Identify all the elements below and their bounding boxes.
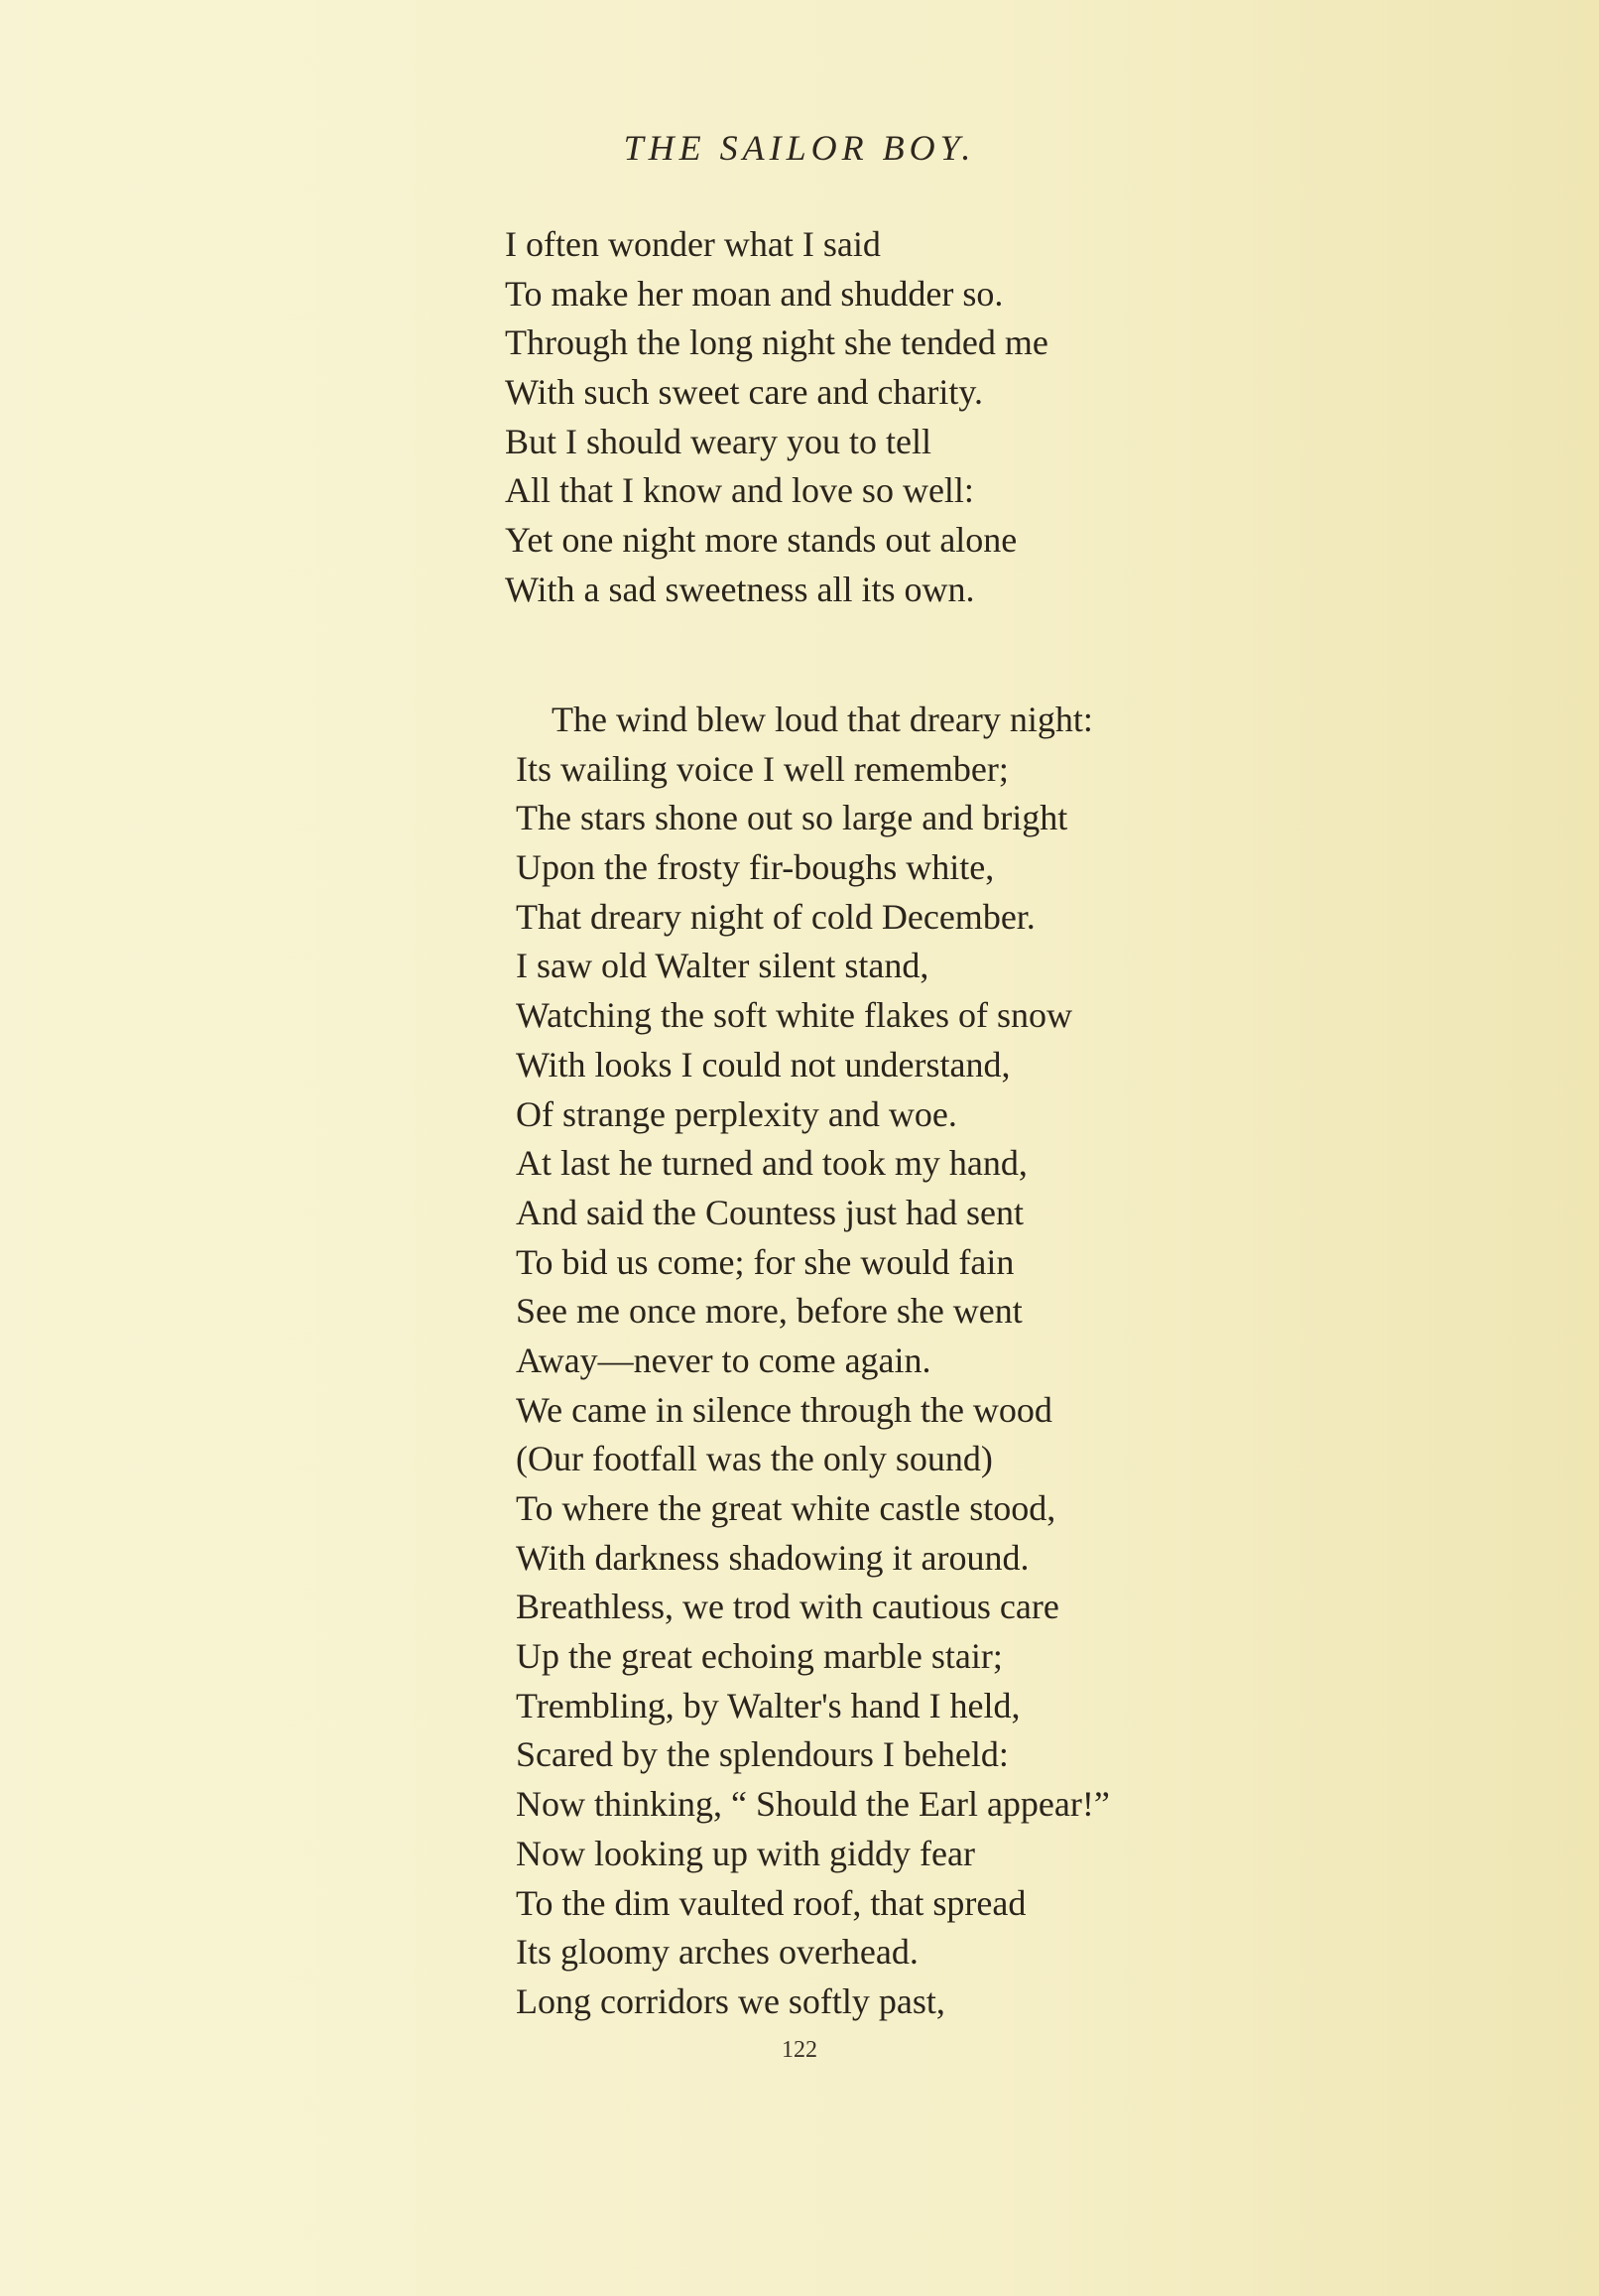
poem-line: Yet one night more stands out alone [505,520,1018,561]
poem-line: I saw old Walter silent stand, [516,946,929,986]
poem-line: I often wonder what I said [505,224,881,264]
poem-line: Its gloomy arches overhead. [516,1932,919,1973]
poem-line: Up the great echoing marble stair; [516,1636,1003,1677]
poem-line: We came in silence through the wood [516,1389,1052,1430]
poem-line: Now thinking, “ Should the Earl appear!” [516,1784,1110,1825]
poem-line: At last he turned and took my hand, [516,1143,1028,1184]
poem-line: To the dim vaulted roof, that spread [516,1882,1027,1923]
poem-line: Away—never to come again. [516,1339,931,1380]
poem-line: And said the Countess just had sent [516,1192,1024,1232]
poem-line: Upon the frosty fir-boughs white, [516,847,995,888]
poem-line: (Our footfall was the only sound) [516,1439,993,1479]
poem-line: Long corridors we softly past, [516,1980,945,2021]
poem-line: But I should weary you to tell [505,421,931,461]
poem-line: See me once more, before she went [516,1291,1023,1332]
running-head: THE SAILOR BOY. [623,128,976,168]
poem-line: Scared by the splendours I beheld: [516,1734,1009,1775]
poem-line: All that I know and love so well: [505,470,974,511]
poem-line: With a sad sweetness all its own. [505,569,975,609]
page-number: 122 [782,2037,817,2063]
poem-line: Its wailing voice I well remember; [516,748,1009,789]
poem-line: Trembling, by Walter's hand I held, [516,1685,1021,1725]
poem-line: With such sweet care and charity. [505,372,984,413]
poem-line: Of strange perplexity and woe. [516,1093,957,1134]
poem-line: The stars shone out so large and bright [516,798,1068,838]
poem-line: To where the great white castle stood, [516,1488,1056,1528]
poem-line: That dreary night of cold December. [516,896,1036,937]
poem-line: With looks I could not understand, [516,1044,1011,1084]
poem-line: To bid us come; for she would fain [516,1241,1015,1282]
poem-line: To make her moan and shudder so. [505,273,1004,314]
poem-line: Now looking up with giddy fear [516,1833,975,1873]
stanza-1 [505,220,1048,615]
poem-line: The wind blew loud that dreary night: [552,700,1093,739]
poem-line: Through the long night she tended me [505,322,1048,363]
stanza-2 [516,696,1110,2027]
poem-line: Watching the soft white flakes of snow [516,995,1072,1036]
poem-line: Breathless, we trod with cautious care [516,1587,1059,1627]
poem-line: With darkness shadowing it around. [516,1537,1030,1578]
